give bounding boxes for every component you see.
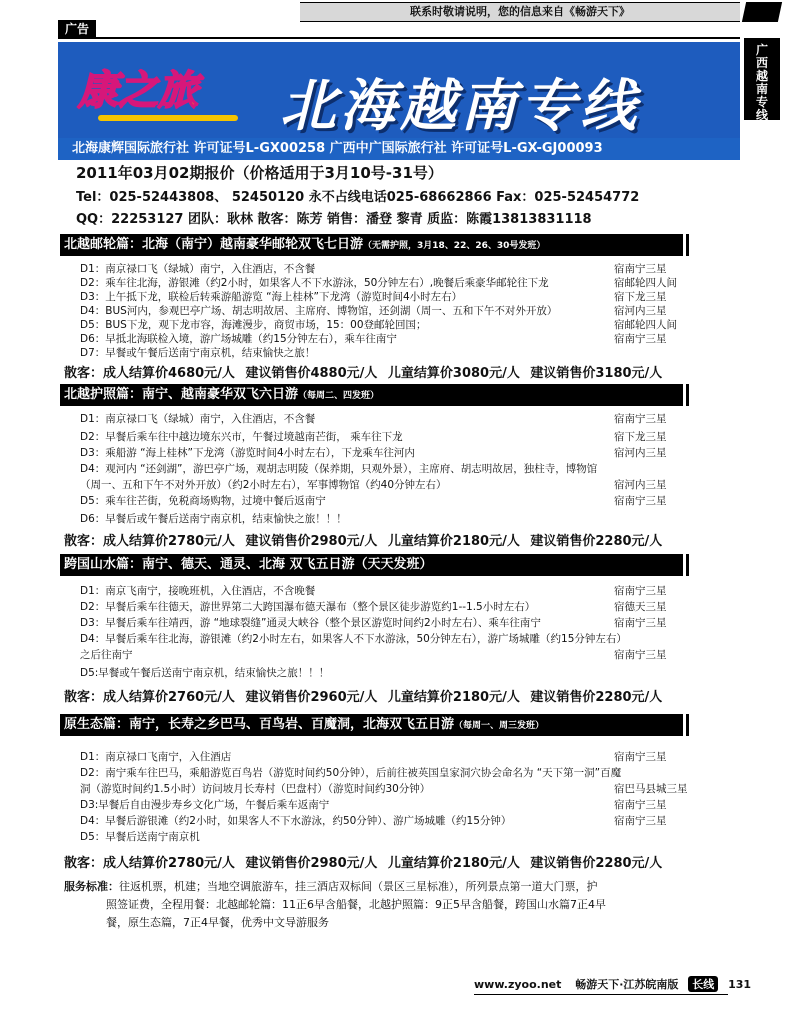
section-endmarks [664, 234, 694, 256]
accommodation: 宿南宁三星 [614, 799, 667, 811]
itinerary-day: D5：BUS下龙，观下龙市容，海滩漫步，商贸市场，15：00登邮轮回国； [80, 319, 427, 331]
accommodation: 宿南宁三星 [614, 263, 667, 275]
itinerary-day: D1：南京飞南宁，接晚班机，入住酒店，不含晚餐 [80, 585, 316, 597]
logo-underline [98, 115, 238, 121]
accommodation: 宿南宁三星 [614, 617, 667, 629]
logo-text: 康之旅 [78, 68, 198, 114]
page-footer [474, 976, 751, 992]
service-text: 往返机票，机建；当地空调旅游车，挂三酒店双标间（景区三星标准），所列景点第一道大门票，护 [119, 880, 598, 893]
magazine-logo-icon [742, 2, 782, 22]
itinerary-day: 之后往南宁 [80, 649, 133, 661]
accommodation: 宿河内三星 [614, 479, 667, 491]
itinerary-day: D3：上午抵下龙，联检后转乘游船游览 “海上桂林”下龙湾（游览时间4小时左右） [80, 291, 463, 303]
accommodation: 宿南宁三星 [614, 585, 667, 597]
itinerary-day: D5:早餐或午餐后送南宁南京机，结束愉快之旅！！！ [80, 667, 330, 679]
page-title: 北海越南专线 [280, 74, 640, 139]
itinerary-day: D2：早餐后乘车往德天，游世界第二大跨国瀑布德天瀑布（整个景区徒步游览约1--1.5小时左右） [80, 601, 536, 613]
itinerary-day: D4：观河内 “还剑湖”，游巴亭广场，观胡志明陵（保养期，只观外景），主席府、胡志明故居，独柱寺，博物馆 [80, 463, 598, 475]
side-label [744, 38, 780, 120]
footer-category: 长线 [688, 976, 718, 992]
price-line: 散客：成人结算价2780元/人 建议销售价2980元/人 儿童结算价2180元/人 建议销售价2280元/人 [64, 856, 663, 871]
section-title-3 [60, 554, 680, 576]
section-title-1 [60, 234, 680, 256]
banner [58, 42, 740, 160]
accommodation: 宿邮轮四人间 [614, 277, 677, 289]
itinerary-day: D5：乘车往芒街，免税商场购物，过境中餐后返南宁 [80, 495, 326, 507]
price-line: 散客：成人结算价2760元/人 建议销售价2960元/人 儿童结算价2180元/人 建议销售价2280元/人 [64, 690, 663, 705]
itinerary-day: D2：南宁乘车往巴马，乘船游览百鸟岩（游览时间约50分钟），后前往被英国皇家洞穴协会命名为 “天下第一洞”百魔 [80, 767, 622, 779]
itinerary-day: D6：早抵北海联检入境，游广场城雕（约15分钟左右），乘车往南宁 [80, 333, 397, 345]
itinerary-day: 洞（游览时间约1.5小时）访问坡月长寿村（巴盘村）（游览时间约30分钟） [80, 783, 431, 795]
service-label: 服务标准： [64, 880, 119, 893]
itinerary-day: D5：早餐后送南宁南京机 [80, 831, 200, 843]
accommodation: 宿南宁三星 [614, 751, 667, 763]
itinerary-day: D1：南京禄口飞（绿城）南宁，入住酒店，不含餐 [80, 263, 316, 275]
section-endmarks [664, 384, 694, 406]
footer-site: www.zyoo.net [474, 978, 562, 991]
section-title-text: 跨国山水篇：南宁、德天、通灵、北海 双飞五日游（天天发班） [64, 557, 433, 572]
itinerary-day: D3：乘船游 “海上桂林”下龙湾（游览时间4小时左右），下龙乘车往河内 [80, 447, 415, 459]
itinerary-day: D2：乘车往北海，游银滩（约2小时，如果客人不下水游泳，50分钟左右）,晚餐后乘豪华邮轮往下龙 [80, 277, 549, 289]
footer-publication: 畅游天下·江苏皖南版 [575, 978, 679, 991]
itinerary-day: D3：早餐后乘车往靖西，游 “地球裂缝”通灵大峡谷（整个景区游览时间约2小时左右）、乘车往南宁 [80, 617, 541, 629]
accommodation: 宿巴马县城三星 [614, 783, 688, 795]
itinerary-day: D7：早餐或午餐后送南宁南京机，结束愉快之旅！ [80, 347, 316, 359]
accommodation: 宿南宁三星 [614, 649, 667, 661]
quote-period: 2011年03月02期报价（价格适用于3月10号-31号） [76, 164, 443, 182]
license-line: 北海康辉国际旅行社 许可证号L-GX00258 广西中广国际旅行社 许可证号L-GX-GJ00093 [72, 141, 603, 156]
accommodation: 宿南宁三星 [614, 413, 667, 425]
itinerary-day: （周一、五和下午不对外开放）（约2小时左右），军事博物馆（约40分钟左右） [80, 479, 447, 491]
accommodation: 宿河内三星 [614, 447, 667, 459]
section-title-text: 北越邮轮篇：北海（南宁）越南豪华邮轮双飞七日游 [64, 237, 364, 252]
section-note: （每周一、周三发班） [454, 721, 545, 731]
price-line: 散客：成人结算价4680元/人 建议销售价4880元/人 儿童结算价3080元/人 建议销售价3180元/人 [64, 366, 663, 381]
footer-rule [474, 994, 728, 995]
contact-note: 联系时敬请说明，您的信息来自《畅游天下》 [300, 2, 740, 22]
side-label-text: 广西越南专线 [755, 43, 768, 122]
accommodation: 宿南宁三星 [614, 815, 667, 827]
phone-line: Tel：025-52443808、 52450120 永不占线电话025-68662866 Fax：025-52454772 [76, 190, 640, 205]
page-number: 131 [728, 978, 752, 991]
ad-tag: 广告 [58, 20, 96, 38]
section-endmarks [664, 714, 694, 736]
accommodation: 宿河内三星 [614, 305, 667, 317]
accommodation: 宿南宁三星 [614, 333, 667, 345]
section-endmarks [664, 554, 694, 576]
itinerary-day: D1：南京禄口飞（绿城）南宁，入住酒店，不含餐 [80, 413, 316, 425]
accommodation: 宿下龙三星 [614, 291, 667, 303]
header-rule [58, 37, 740, 39]
itinerary-day: D1：南京禄口飞南宁，入住酒店 [80, 751, 232, 763]
accommodation: 宿南宁三星 [614, 495, 667, 507]
price-line: 散客：成人结算价2780元/人 建议销售价2980元/人 儿童结算价2180元/人 建议销售价2280元/人 [64, 534, 663, 549]
itinerary-day: D3:早餐后自由漫步寿乡文化广场，午餐后乘车返南宁 [80, 799, 330, 811]
itinerary-day: D4：早餐后游银滩（约2小时，如果客人不下水游泳，约50分钟）、游广场城雕（约15分钟） [80, 815, 512, 827]
kangzhilv-logo [74, 60, 232, 116]
itinerary-day: D2：早餐后乘车往中越边境东兴市，午餐过境越南芒街， 乘车往下龙 [80, 431, 403, 443]
service-line: 照签证费，全程用餐：北越邮轮篇：11正6早含船餐，北越护照篇：9正5早含船餐，跨国山水篇7正4早 [106, 898, 606, 911]
itinerary-day: D6：早餐后或午餐后送南宁南京机，结束愉快之旅！！！ [80, 513, 347, 525]
accommodation: 宿下龙三星 [614, 431, 667, 443]
service-line: 餐，原生态篇，7正4早餐，优秀中文导游服务 [106, 916, 329, 929]
accommodation: 宿德天三星 [614, 601, 667, 613]
staff-line: QQ：22253127 团队：耿林 散客：陈芳 销售：潘登 黎青 质监：陈霞13813831118 [76, 212, 592, 227]
section-note: （每周二、四发班） [298, 391, 380, 401]
itinerary-day: D4：BUS河内，参观巴亭广场、胡志明故居、主席府、博物馆，还剑湖（周一、五和下午不对外开放） [80, 305, 558, 317]
section-title-text: 原生态篇：南宁，长寿之乡巴马、百鸟岩、百魔洞，北海双飞五日游 [64, 717, 455, 732]
section-title-2 [60, 384, 680, 406]
section-title-text: 北越护照篇：南宁、越南豪华双飞六日游 [64, 387, 299, 402]
accommodation: 宿邮轮四人间 [614, 319, 677, 331]
itinerary-day: D4：早餐后乘车往北海，游银滩（约2小时左右，如果客人不下水游泳，50分钟左右），游广场城雕（约15分钟左右） [80, 633, 627, 645]
section-title-4 [60, 714, 680, 736]
service-standard [64, 878, 598, 896]
section-note: （无需护照，3月18、22、26、30号发班） [363, 241, 546, 251]
